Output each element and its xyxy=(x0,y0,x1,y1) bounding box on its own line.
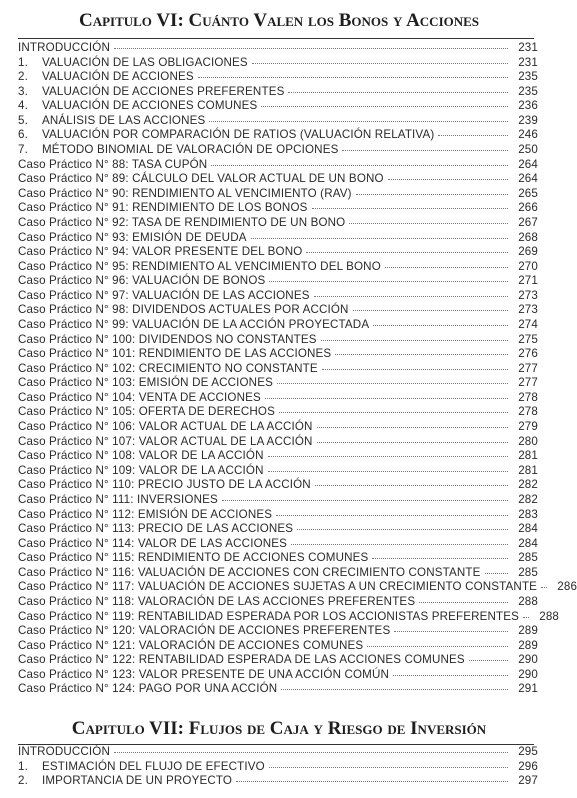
toc-entry xyxy=(18,99,538,114)
dot-leader xyxy=(269,767,508,768)
toc-entry-page: 235 xyxy=(518,84,538,98)
dot-leader xyxy=(268,456,508,457)
toc-entry xyxy=(18,682,538,697)
toc-entry-page: 250 xyxy=(518,143,538,157)
toc-entry xyxy=(18,537,538,552)
toc-entry-title: Caso Práctico N° 97: VALUACIÓN DE LAS ACCIONES xyxy=(18,288,310,302)
toc-entry xyxy=(18,639,538,654)
toc-entry-title: Caso Práctico N° 117: VALUACIÓN DE ACCIONES SUJETAS A UN CRECIMIENTO CONSTANTE xyxy=(18,580,538,594)
toc-entry-page: 264 xyxy=(518,157,538,171)
dot-leader xyxy=(394,631,508,632)
toc-entry xyxy=(18,114,538,129)
dot-leader xyxy=(114,48,508,49)
toc-entry-title: Caso Práctico N° 91: RENDIMIENTO DE LOS BONOS xyxy=(18,201,308,215)
dot-leader xyxy=(277,383,508,384)
toc-entry-title: Caso Práctico N° 103: EMISIÓN DE ACCIONES xyxy=(18,376,273,390)
toc-entry-page: 277 xyxy=(518,376,538,390)
toc-entry-page: 288 xyxy=(518,594,538,608)
toc-entry xyxy=(18,245,538,260)
dot-leader xyxy=(312,208,509,209)
toc-entry xyxy=(18,774,538,789)
toc-entry-title: Caso Práctico N° 89: CÁLCULO DEL VALOR ACTUAL DE UN BONO xyxy=(18,172,384,186)
toc-entry-number: 4. xyxy=(18,99,28,113)
toc-entry-title: Caso Práctico N° 110: PRECIO JUSTO DE LA ACCIÓN xyxy=(18,478,311,492)
toc-entry-title: Caso Práctico N° 116: VALUACIÓN DE ACCIONES CON CRECIMIENTO CONSTANTE xyxy=(18,565,481,579)
dot-leader xyxy=(342,150,508,151)
dot-leader xyxy=(306,252,508,253)
toc-entry xyxy=(18,609,560,625)
dot-leader xyxy=(261,106,508,107)
toc-entry-title: Caso Práctico N° 122: RENTABILIDAD ESPERADA DE LAS ACCIONES COMUNES xyxy=(18,653,465,667)
toc-entry-title: Caso Práctico N° 114: VALOR DE LAS ACCIONES xyxy=(18,536,288,550)
toc-entry-title: ANÁLISIS DE LAS ACCIONES xyxy=(42,113,206,127)
toc-entry-page: 235 xyxy=(518,70,538,84)
toc-entry-page: 295 xyxy=(518,745,538,758)
toc-entry xyxy=(18,420,538,435)
toc-entry xyxy=(18,508,538,523)
toc-entry xyxy=(18,318,538,333)
toc-entry xyxy=(18,289,538,304)
toc-entry-title: VALUACIÓN DE ACCIONES xyxy=(42,70,194,84)
toc-entry xyxy=(18,624,538,639)
toc-entry-number: 6. xyxy=(18,128,28,142)
toc-entry-title: Caso Práctico N° 88: TASA CUPÓN xyxy=(18,157,208,171)
dot-leader xyxy=(419,602,508,603)
dot-leader xyxy=(385,267,508,268)
dot-leader xyxy=(356,194,508,195)
toc-entry xyxy=(18,41,538,56)
toc-entry-page: 289 xyxy=(518,624,538,638)
toc-entry xyxy=(18,85,538,100)
dot-leader xyxy=(321,340,508,341)
toc-entry xyxy=(18,464,538,479)
toc-entry-page: 283 xyxy=(518,507,538,521)
toc-entry-title: Caso Práctico N° 99: VALUACIÓN DE LA ACCIÓN PROYECTADA xyxy=(18,317,370,331)
toc-entry xyxy=(18,668,538,683)
dot-leader xyxy=(252,63,508,64)
toc-entry-title: IMPORTANCIA DE UN PROYECTO xyxy=(42,774,233,788)
dot-leader xyxy=(315,485,508,486)
toc-entry-title: INTRODUCCIÓN xyxy=(18,745,110,758)
toc-entry-page: 297 xyxy=(518,774,538,788)
toc-entry xyxy=(18,333,538,348)
dot-leader xyxy=(485,573,508,574)
toc-entry-page: 269 xyxy=(518,245,538,259)
toc-entry-page: 268 xyxy=(518,230,538,244)
toc-entry xyxy=(18,522,538,537)
dot-leader xyxy=(291,544,508,545)
dot-leader xyxy=(198,77,508,78)
dot-leader xyxy=(373,325,508,326)
toc-entry-page: 275 xyxy=(518,332,538,346)
toc-entry xyxy=(18,493,538,508)
toc-entry xyxy=(18,745,538,760)
toc-entry-page: 281 xyxy=(518,463,538,477)
toc-entry-title: Caso Práctico N° 106: VALOR ACTUAL DE LA ACCIÓN xyxy=(18,420,313,434)
toc-entry-page: 266 xyxy=(518,201,538,215)
toc-entry-page: 278 xyxy=(518,405,538,419)
toc-entry-title: Caso Práctico N° 90: RENDIMIENTO AL VENCIMIENTO (RAV) xyxy=(18,186,352,200)
toc-entry-page: 264 xyxy=(518,172,538,186)
toc-entry xyxy=(18,274,538,289)
chapter-6-title: Capitulo VI: Cuánto Valen los Bonos y Acciones xyxy=(78,10,480,31)
toc-entry-title: MÉTODO BINOMIAL DE VALORACIÓN DE OPCIONES xyxy=(42,143,339,157)
toc-entry-title: VALUACIÓN DE ACCIONES COMUNES xyxy=(42,99,258,113)
toc-entry-page: 291 xyxy=(518,682,538,696)
chapter-6-toc xyxy=(18,41,577,697)
toc-entry-page: 281 xyxy=(518,449,538,463)
toc-entry-title: VALUACIÓN POR COMPARACIÓN DE RATIOS (VALUACIÓN RELATIVA) xyxy=(42,128,435,142)
toc-entry-title: Caso Práctico N° 102: CRECIMIENTO NO CONSTANTE xyxy=(18,361,318,375)
toc-entry xyxy=(18,449,538,464)
toc-entry-page: 284 xyxy=(518,536,538,550)
toc-entry-page: 280 xyxy=(518,434,538,448)
toc-entry xyxy=(18,362,538,377)
toc-entry-title: Caso Práctico N° 115: RENDIMIENTO DE ACCIONES COMUNES xyxy=(18,551,369,565)
toc-entry-title: Caso Práctico N° 123: VALOR PRESENTE DE UNA ACCIÓN COMÚN xyxy=(18,667,390,681)
toc-entry xyxy=(18,566,538,581)
toc-entry-page: 271 xyxy=(518,274,538,288)
toc-entry-title: Caso Práctico N° 108: VALOR DE LA ACCIÓN xyxy=(18,449,264,463)
toc-entry-page: 284 xyxy=(518,522,538,536)
toc-entry-title: VALUACIÓN DE LAS OBLIGACIONES xyxy=(42,55,248,69)
toc-entry-title: Caso Práctico N° 101: RENDIMIENTO DE LAS ACCIONES xyxy=(18,347,332,361)
dot-leader xyxy=(353,310,508,311)
toc-entry-number: 3. xyxy=(18,84,28,98)
toc-entry-title: Caso Práctico N° 98: DIVIDENDOS ACTUALES POR ACCIÓN xyxy=(18,303,349,317)
dot-leader xyxy=(222,500,508,501)
dot-leader xyxy=(438,135,508,136)
toc-entry-page: 239 xyxy=(518,113,538,127)
toc-entry xyxy=(18,172,538,187)
toc-entry-title: Caso Práctico N° 121: VALORACIÓN DE ACCIONES COMUNES xyxy=(18,638,364,652)
toc-entry-page: 277 xyxy=(518,361,538,375)
toc-entry-title: Caso Práctico N° 119: RENTABILIDAD ESPERADA POR LOS ACCIONISTAS PREFERENTES xyxy=(18,609,520,623)
dot-leader xyxy=(288,92,508,93)
toc-entry-number: 1. xyxy=(18,759,28,773)
toc-entry-title: ESTIMACIÓN DEL FLUJO DE EFECTIVO xyxy=(42,759,265,773)
toc-entry-page: 278 xyxy=(518,390,538,404)
toc-entry xyxy=(18,376,538,391)
toc-entry-title: Caso Práctico N° 95: RENDIMIENTO AL VENCIMIENTO DEL BONO xyxy=(18,259,381,273)
toc-entry-title: Caso Práctico N° 107: VALOR ACTUAL DE LA ACCIÓN xyxy=(18,434,313,448)
toc-entry-page: 285 xyxy=(518,565,538,579)
toc-entry xyxy=(18,405,538,420)
toc-entry xyxy=(18,478,538,493)
toc-entry-page: 246 xyxy=(518,128,538,142)
toc-entry-page: 290 xyxy=(518,653,538,667)
dot-leader xyxy=(236,781,508,782)
dot-leader xyxy=(281,689,508,690)
toc-entry xyxy=(18,187,538,202)
toc-entry-number: 2. xyxy=(18,774,28,788)
dot-leader xyxy=(114,752,508,753)
toc-entry xyxy=(18,347,538,362)
toc-entry xyxy=(18,435,538,450)
toc-entry-page: 276 xyxy=(518,347,538,361)
dot-leader xyxy=(388,179,508,180)
toc-entry xyxy=(18,303,538,318)
toc-entry-page: 288 xyxy=(539,609,560,623)
toc-entry-title: Caso Práctico N° 109: VALOR DE LA ACCIÓN xyxy=(18,463,264,477)
dot-leader xyxy=(469,660,508,661)
toc-entry-page: 286 xyxy=(557,580,577,594)
dot-leader xyxy=(269,281,508,282)
dot-leader xyxy=(349,223,508,224)
toc-entry-title: Caso Práctico N° 124: PAGO POR UNA ACCIÓN xyxy=(18,682,278,696)
toc-entry-title: Caso Práctico N° 100: DIVIDENDOS NO CONSTANTES xyxy=(18,332,317,346)
dot-leader xyxy=(251,238,508,239)
dot-leader xyxy=(541,587,547,588)
toc-entry xyxy=(18,158,538,173)
toc-entry-page: 289 xyxy=(518,638,538,652)
dot-leader xyxy=(268,471,508,472)
toc-entry-title: Caso Práctico N° 120: VALORACIÓN DE ACCIONES PREFERENTES xyxy=(18,624,391,638)
toc-entry xyxy=(18,128,538,143)
dot-leader xyxy=(367,646,508,647)
toc-entry-title: Caso Práctico N° 93: EMISIÓN DE DEUDA xyxy=(18,230,247,244)
toc-entry xyxy=(18,231,538,246)
toc-entry xyxy=(18,216,538,231)
toc-entry-page: 290 xyxy=(518,667,538,681)
toc-entry xyxy=(18,551,538,566)
toc-entry xyxy=(18,391,538,406)
dot-leader xyxy=(322,369,508,370)
toc-entry xyxy=(18,595,538,610)
toc-entry-number: 2. xyxy=(18,70,28,84)
toc-entry-title: Caso Práctico N° 113: PRECIO DE LAS ACCIONES xyxy=(18,522,294,536)
dot-leader xyxy=(209,121,508,122)
toc-entry xyxy=(18,760,538,775)
dot-leader xyxy=(317,442,508,443)
toc-entry-page: 282 xyxy=(518,478,538,492)
toc-entry xyxy=(18,56,538,71)
toc-entry-page: 265 xyxy=(518,186,538,200)
toc-entry-page: 273 xyxy=(518,288,538,302)
toc-entry-number: 1. xyxy=(18,55,28,69)
toc-entry xyxy=(18,653,538,668)
toc-entry-page: 236 xyxy=(518,99,538,113)
dot-leader xyxy=(265,398,508,399)
dot-leader xyxy=(317,427,508,428)
toc-entry-title: Caso Práctico N° 94: VALOR PRESENTE DEL BONO xyxy=(18,245,303,259)
toc-entry xyxy=(18,143,538,158)
dot-leader xyxy=(276,515,508,516)
dot-leader xyxy=(314,296,508,297)
toc-entry-page: 273 xyxy=(518,303,538,317)
toc-entry-page: 296 xyxy=(518,759,538,773)
toc-entry-number: 5. xyxy=(18,113,28,127)
toc-entry xyxy=(18,260,538,275)
toc-entry-title: Caso Práctico N° 104: VENTA DE ACCIONES xyxy=(18,390,261,404)
dot-leader xyxy=(523,617,529,618)
toc-entry-page: 231 xyxy=(518,41,538,54)
toc-entry-page: 270 xyxy=(518,259,538,273)
dot-leader xyxy=(372,558,508,559)
toc-entry-title: Caso Práctico N° 96: VALUACIÓN DE BONOS xyxy=(18,274,266,288)
toc-entry-page: 279 xyxy=(518,420,538,434)
toc-entry-title: Caso Práctico N° 112: EMISIÓN DE ACCIONES xyxy=(18,507,273,521)
toc-entry-title: Caso Práctico N° 105: OFERTA DE DERECHOS xyxy=(18,405,275,419)
chapter-7-toc xyxy=(18,745,538,789)
toc-entry-title: Caso Práctico N° 118: VALORACIÓN DE LAS ACCIONES PREFERENTES xyxy=(18,594,416,608)
toc-entry-page: 267 xyxy=(518,215,538,229)
dot-leader xyxy=(279,412,508,413)
chapter-6-divider xyxy=(18,38,534,39)
dot-leader xyxy=(335,354,508,355)
toc-entry xyxy=(18,580,577,595)
toc-entry-title: INTRODUCCIÓN xyxy=(18,41,110,54)
toc-entry xyxy=(18,70,538,85)
toc-entry-title: Caso Práctico N° 92: TASA DE RENDIMIENTO DE UN BONO xyxy=(18,215,346,229)
toc-entry-page: 231 xyxy=(518,55,538,69)
toc-entry-title: Caso Práctico N° 111: INVERSIONES xyxy=(18,492,218,506)
toc-entry xyxy=(18,201,538,216)
toc-entry-number: 7. xyxy=(18,143,28,157)
chapter-7-title: Capitulo VII: Flujos de Caja y Riesgo de Inversión xyxy=(71,718,487,739)
dot-leader xyxy=(393,675,508,676)
dot-leader xyxy=(297,529,508,530)
toc-entry-title: VALUACIÓN DE ACCIONES PREFERENTES xyxy=(42,84,285,98)
toc-entry-page: 285 xyxy=(518,551,538,565)
toc-entry-page: 274 xyxy=(518,317,538,331)
dot-leader xyxy=(211,165,508,166)
toc-entry-page: 282 xyxy=(518,492,538,506)
